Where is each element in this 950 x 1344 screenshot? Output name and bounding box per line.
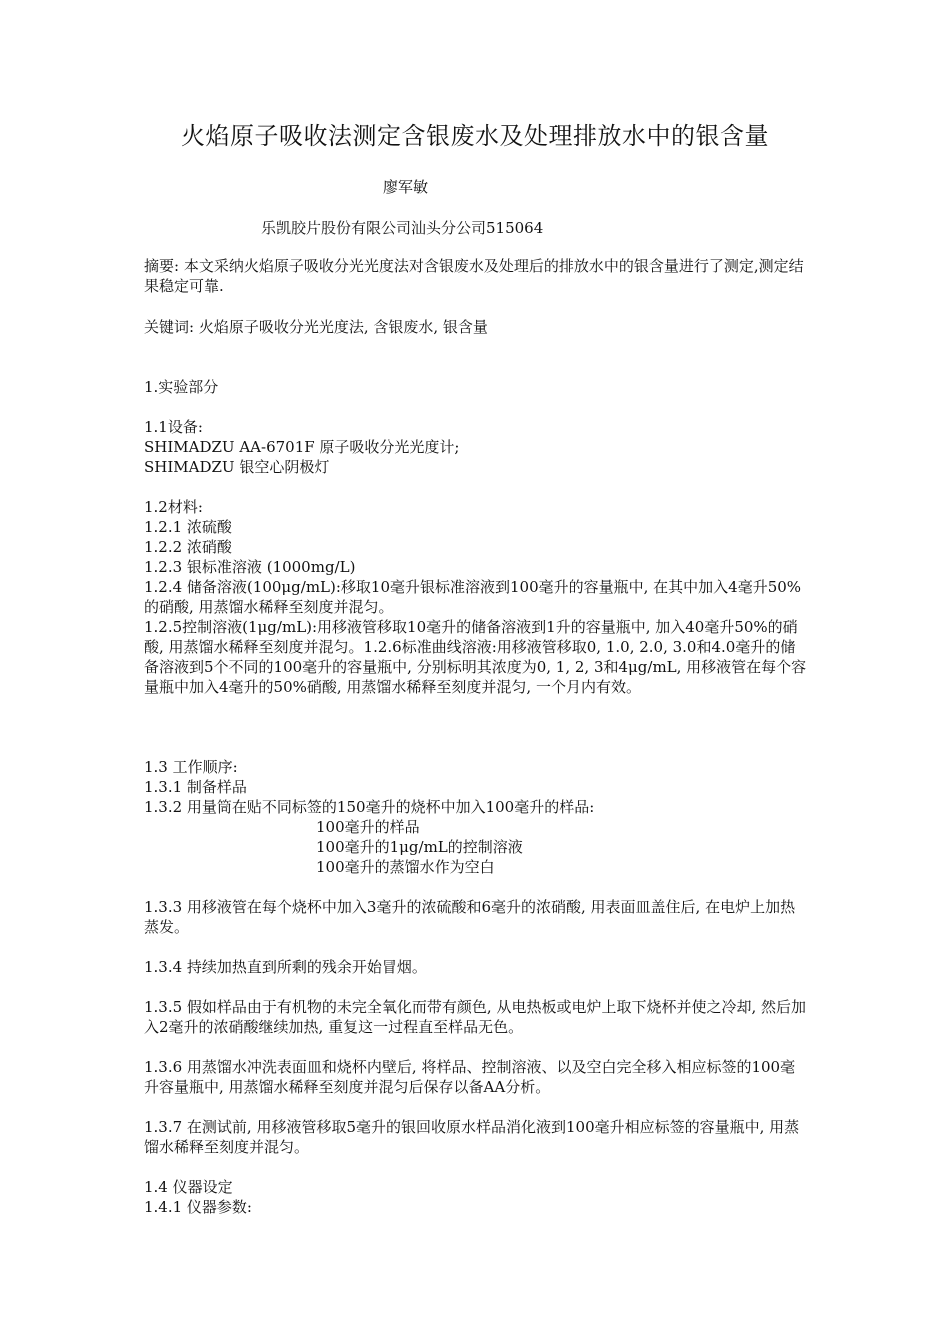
procedure-step: 1.3.2 用量筒在贴不同标签的150毫升的烧杯中加入100毫升的样品: xyxy=(144,798,595,816)
equipment-line: SHIMADZU AA-6701F 原子吸收分光光度计; xyxy=(144,438,460,456)
sample-sub-item: 100毫升的样品 xyxy=(316,818,420,836)
instrument-parameters: 1.4.1 仪器参数: xyxy=(144,1198,252,1216)
keywords-paragraph: 关键词: 火焰原子吸收分光光度法, 含银废水, 银含量 xyxy=(144,318,488,336)
procedure-step-1-3-7: 1.3.7 在测试前, 用移液管移取5毫升的银回收原水样品消化液到100毫升相应标签的容量瓶中, 用蒸馏水稀释至刻度并混匀。 xyxy=(144,1118,800,1156)
author-name: 廖军敏 xyxy=(383,178,429,196)
material-item: 1.2.3 银标准溶液 (1000mg/L) xyxy=(144,558,356,576)
section-1-2-heading: 1.2材料: xyxy=(144,498,203,516)
document-title: 火焰原子吸收法测定含银废水及处理排放水中的银含量 xyxy=(181,122,769,150)
sample-sub-item: 100毫升的1μg/mL的控制溶液 xyxy=(316,838,523,856)
procedure-step-1-3-4: 1.3.4 持续加热直到所剩的残余开始冒烟。 xyxy=(144,958,427,976)
abstract-paragraph: 摘要: 本文采纳火焰原子吸收分光光度法对含银废水及处理后的排放水中的银含量进行了测定,测定结果稳定可靠. xyxy=(144,257,804,295)
sample-sub-item: 100毫升的蒸馏水作为空白 xyxy=(316,858,495,876)
material-item: 1.2.2 浓硝酸 xyxy=(144,538,232,556)
section-1-4-instrument xyxy=(144,1177,809,1217)
section-1-1-equipment xyxy=(144,417,809,477)
material-item: 1.2.4 储备溶液(100μg/mL):移取10毫升银标准溶液到100毫升的容量瓶中, 在其中加入4毫升50%的硝酸, 用蒸馏水稀释至刻度并混匀。 xyxy=(144,578,802,616)
section-1-4-heading: 1.4 仪器设定 xyxy=(144,1178,233,1196)
procedure-step-1-3-3: 1.3.3 用移液管在每个烧杯中加入3毫升的浓硫酸和6毫升的浓硝酸, 用表面皿盖住后, 在电炉上加热蒸发。 xyxy=(144,898,796,936)
procedure-step-1-3-6: 1.3.6 用蒸馏水冲洗表面皿和烧杯内壁后, 将样品、控制溶液、以及空白完全移入相应标签的100毫升容量瓶中, 用蒸馏水稀释至刻度并混匀后保存以备AA分析。 xyxy=(144,1058,796,1096)
section-1-3-procedure xyxy=(144,757,809,877)
material-item: 1.2.1 浓硫酸 xyxy=(144,518,232,536)
procedure-step-1-3-5: 1.3.5 假如样品由于有机物的未完全氧化而带有颜色, 从电热板或电炉上取下烧杯并使之冷却, 然后加入2毫升的浓硝酸继续加热, 重复这一过程直至样品无色。 xyxy=(144,998,807,1036)
section-1-1-heading: 1.1设备: xyxy=(144,418,203,436)
section-1-2-materials xyxy=(144,497,809,697)
material-item: 1.2.5控制溶液(1μg/mL):用移液管移取10毫升的储备溶液到1升的容量瓶中, 加入40毫升50%的硝酸, 用蒸馏水稀释至刻度并混匀。1.2.6标准曲线溶液:用移液管移取0, 1.0, 2.0, 3.0和4.0毫升的储备溶液到5个不同的100毫升的容量瓶中, 分别标明其浓度为0, 1, 2, 3和4μg/mL, 用移液管在每个容量瓶中加入4毫升的50%硝酸, 用蒸馏水稀释至刻度并混匀, 一个月内有效。 xyxy=(144,618,807,696)
section-heading-1: 1.实验部分 xyxy=(144,378,219,396)
author-affiliation: 乐凯胶片股份有限公司汕头分公司515064 xyxy=(261,219,544,237)
section-1-3-heading: 1.3 工作顺序: xyxy=(144,758,238,776)
equipment-line: SHIMADZU 银空心阴极灯 xyxy=(144,458,330,476)
procedure-step: 1.3.1 制备样品 xyxy=(144,778,247,796)
